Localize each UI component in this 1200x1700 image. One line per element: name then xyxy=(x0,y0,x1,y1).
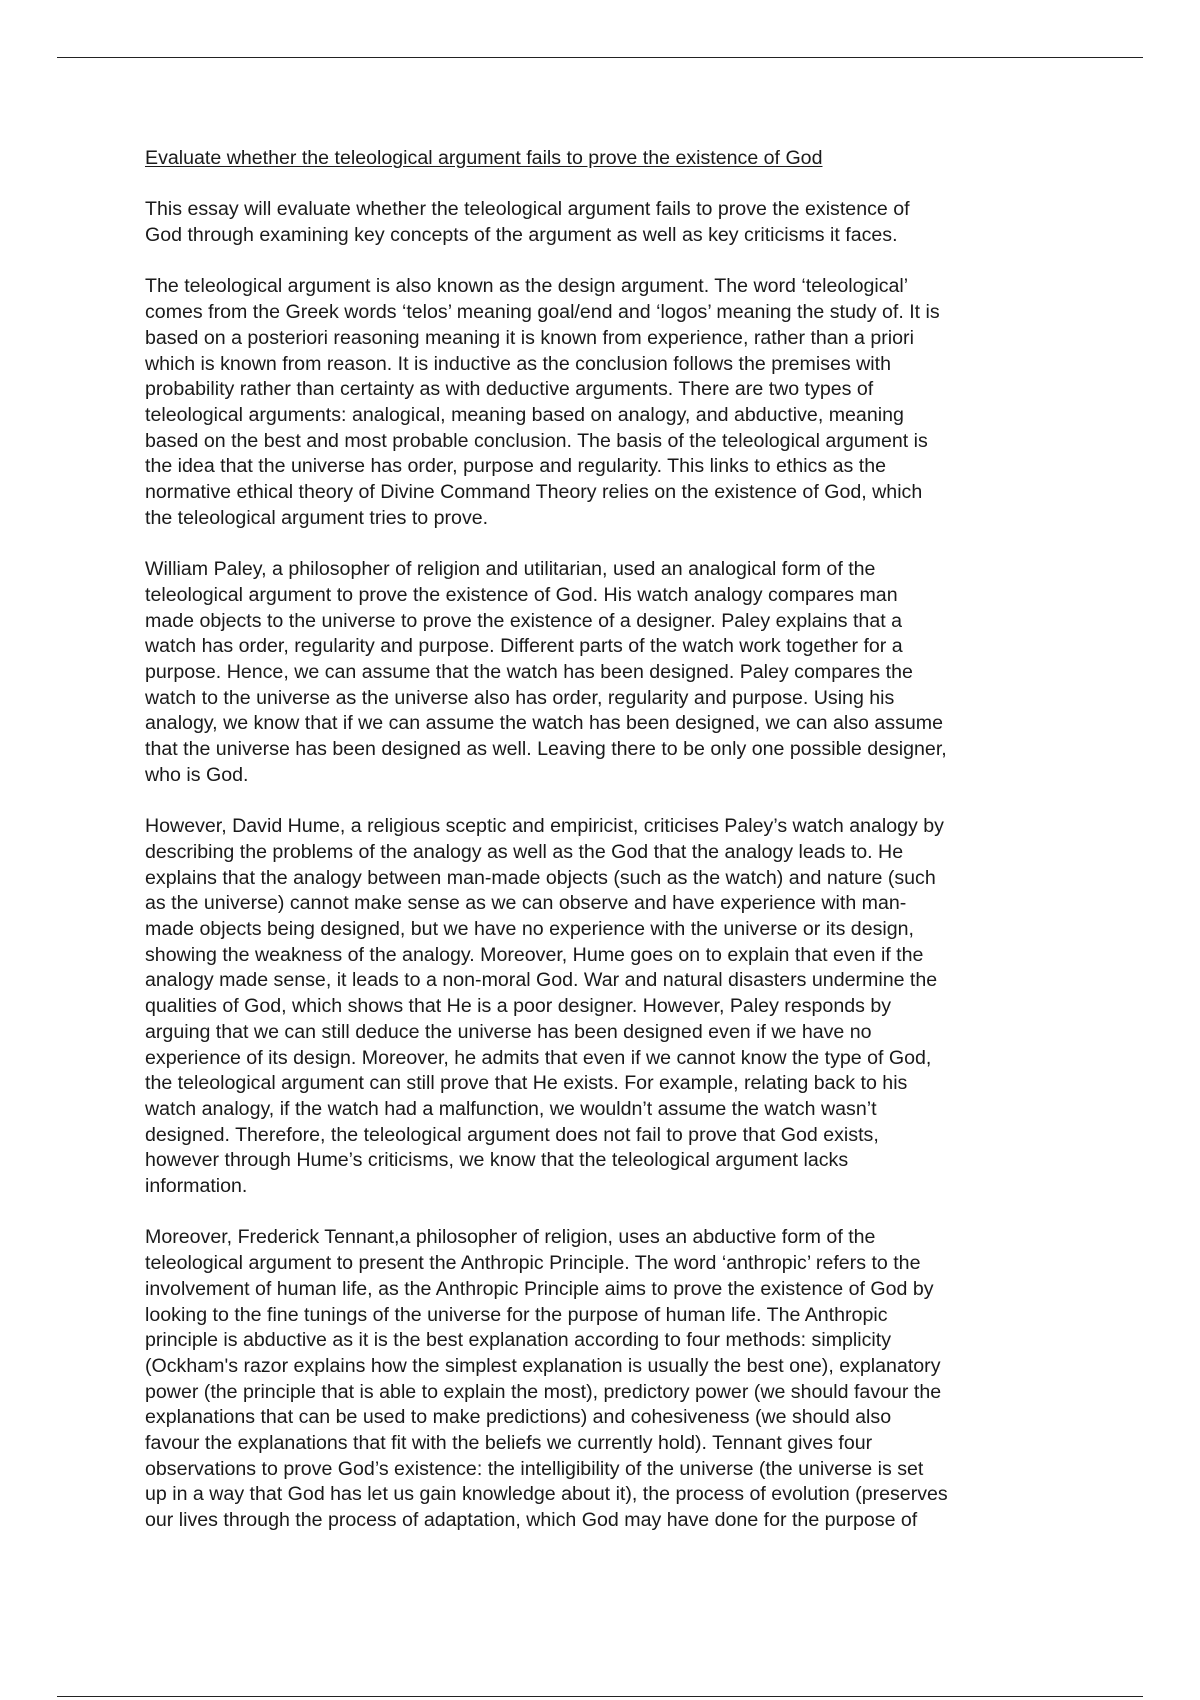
text-line: however through Hume’s criticisms, we know that the teleological argument lacks xyxy=(145,1149,849,1172)
paragraph xyxy=(145,557,1080,788)
text-line: watch has order, regularity and purpose. Different parts of the watch work together for a xyxy=(145,635,903,658)
text-line: Moreover, Frederick Tennant,a philosopher of religion, uses an abductive form of the xyxy=(145,1226,876,1249)
page-top-rule xyxy=(57,57,1143,58)
text-line: looking to the fine tunings of the universe for the purpose of human life. The Anthropic xyxy=(145,1303,888,1326)
text-line: teleological argument to present the Anthropic Principle. The word ‘anthropic’ refers to the xyxy=(145,1252,921,1275)
text-line: analogy made sense, it leads to a non-moral God. War and natural disasters undermine the xyxy=(145,969,938,992)
text-line: our lives through the process of adaptation, which God may have done for the purpose of xyxy=(145,1509,918,1532)
text-line: teleological arguments: analogical, meaning based on analogy, and abductive, meaning xyxy=(145,404,904,426)
paragraph xyxy=(145,1225,1080,1533)
text-line: arguing that we can still deduce the universe has been designed even if we have no xyxy=(145,1020,872,1043)
text-line: designed. Therefore, the teleological argument does not fail to prove that God exists, xyxy=(145,1123,879,1146)
text-line: the teleological argument tries to prove. xyxy=(145,506,489,529)
text-line: This essay will evaluate whether the teleological argument fails to prove the existence of xyxy=(145,198,910,221)
text-line: normative ethical theory of Divine Command Theory relies on the existence of God, which xyxy=(145,481,923,504)
text-line: showing the weakness of the analogy. Moreover, Hume goes on to explain that even if the xyxy=(145,943,924,966)
text-line: watch analogy, if the watch had a malfunction, we wouldn’t assume the watch wasn’t xyxy=(145,1097,877,1120)
essay-title: Evaluate whether the teleological argument fails to prove the existence of God xyxy=(145,147,823,169)
text-line: involvement of human life, as the Anthropic Principle aims to prove the existence of God by xyxy=(145,1277,934,1300)
text-line: teleological argument to prove the existence of God. His watch analogy compares man xyxy=(145,583,898,606)
text-line: However, David Hume, a religious sceptic and empiricist, criticises Paley’s watch analogy by xyxy=(145,815,944,838)
text-line: experience of its design. Moreover, he admits that even if we cannot know the type of God, xyxy=(145,1046,932,1069)
text-line: the idea that the universe has order, purpose and regularity. This links to ethics as the xyxy=(145,455,887,478)
text-line: made objects to the universe to prove the existence of a designer. Paley explains that a xyxy=(145,609,902,632)
text-line: analogy, we know that if we can assume the watch has been designed, we can also assume xyxy=(145,712,944,735)
text-line: made objects being designed, but we have no experience with the universe or its design, xyxy=(145,918,914,941)
paragraph xyxy=(145,274,1080,531)
text-line: probability rather than certainty as with deductive arguments. There are two types of xyxy=(145,378,874,401)
text-line: information. xyxy=(145,1175,248,1198)
text-line: comes from the Greek words ‘telos’ meaning goal/end and ‘logos’ meaning the study of. It is xyxy=(145,301,940,324)
text-line: favour the explanations that fit with the beliefs we currently hold). Tennant gives four xyxy=(145,1432,873,1455)
text-line: up in a way that God has let us gain knowledge about it), the process of evolution (preserves xyxy=(145,1483,948,1506)
text-line: as the universe) cannot make sense as we can observe and have experience with man- xyxy=(145,892,907,915)
text-line: explains that the analogy between man-made objects (such as the watch) and nature (such xyxy=(145,866,936,889)
text-line: the teleological argument can still prove that He exists. For example, relating back to his xyxy=(145,1072,908,1095)
text-line: William Paley, a philosopher of religion and utilitarian, used an analogical form of the xyxy=(145,558,876,581)
text-line: based on a posteriori reasoning meaning it is known from experience, rather than a priori xyxy=(145,326,914,349)
text-line: explanations that can be used to make predictions) and cohesiveness (we should also xyxy=(145,1406,892,1429)
text-line: observations to prove God’s existence: the intelligibility of the universe (the universe is set xyxy=(145,1457,924,1480)
text-line: who is God. xyxy=(145,763,249,786)
text-line: based on the best and most probable conclusion. The basis of the teleological argument is xyxy=(145,429,928,452)
paragraphs-container xyxy=(145,197,1080,1534)
text-line: principle is abductive as it is the best explanation according to four methods: simplicity xyxy=(145,1329,892,1352)
text-line: The teleological argument is also known as the design argument. The word ‘teleological’ xyxy=(145,275,909,298)
text-line: (Ockham's razor explains how the simplest explanation is usually the best one), explanatory xyxy=(145,1354,941,1377)
page-bottom-rule xyxy=(57,1696,1143,1697)
text-line: power (the principle that is able to explain the most), predictory power (we should favour the xyxy=(145,1380,942,1403)
text-line: that the universe has been designed as well. Leaving there to be only one possible designer, xyxy=(145,738,947,761)
text-line: purpose. Hence, we can assume that the watch has been designed. Paley compares the xyxy=(145,661,913,684)
text-line: watch to the universe as the universe also has order, regularity and purpose. Using his xyxy=(145,686,895,709)
text-line: which is known from reason. It is inductive as the conclusion follows the premises with xyxy=(145,352,891,375)
paragraph xyxy=(145,814,1080,1200)
document-body xyxy=(145,146,1080,1560)
paragraph xyxy=(145,197,1080,248)
text-line: describing the problems of the analogy as well as the God that the analogy leads to. He xyxy=(145,840,904,863)
text-line: qualities of God, which shows that He is a poor designer. However, Paley responds by xyxy=(145,995,892,1018)
text-line: God through examining key concepts of the argument as well as key criticisms it faces. xyxy=(145,224,898,247)
